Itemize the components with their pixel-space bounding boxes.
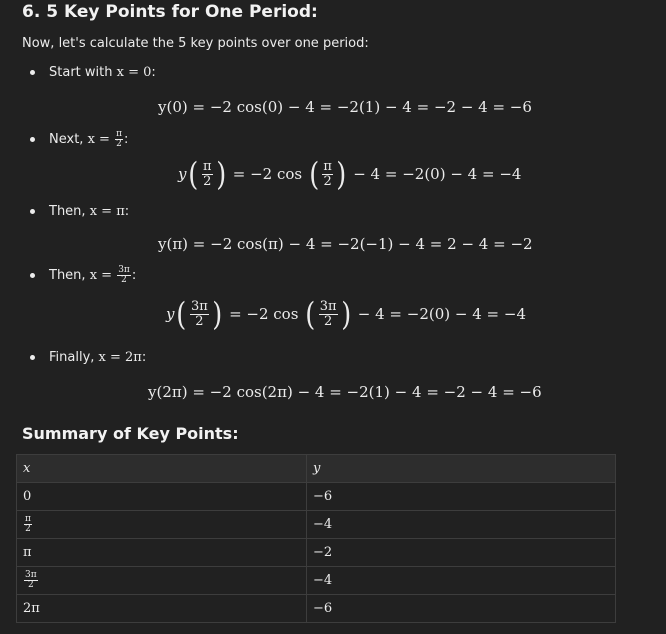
bullet-dot — [30, 355, 35, 360]
equation-1: y(0) = −2 cos(0) − 4 = −2(1) − 4 = −2 − 4 = −6 — [158, 98, 532, 116]
fraction-denominator: 2 — [25, 524, 31, 534]
equation-2 — [178, 155, 522, 193]
bullet-math: x = 2π — [98, 350, 142, 365]
equation-4 — [166, 295, 526, 333]
table-row — [17, 595, 616, 623]
key-points-table — [16, 454, 616, 623]
cell-y: −6 — [307, 595, 616, 623]
summary-title: Summary of Key Points: — [22, 424, 239, 443]
table-row — [17, 567, 616, 595]
section-heading: 6. 5 Key Points for One Period: — [22, 2, 318, 22]
cell-y: −6 — [307, 483, 616, 511]
paren-close: ) — [212, 295, 223, 333]
bullet-math: x = — [87, 132, 110, 148]
fraction-numerator: π — [202, 158, 212, 174]
paren-close: ) — [336, 155, 347, 193]
table-row — [17, 483, 616, 511]
paren-open: ( — [305, 295, 316, 333]
bullet-math: x = π — [89, 204, 125, 219]
eq-mid: = −2 cos — [229, 305, 299, 323]
paren-open: ( — [176, 295, 187, 333]
table-row — [17, 511, 616, 539]
bullet-then-3pi-2 — [30, 266, 136, 286]
fraction-numerator: 3π — [190, 298, 208, 314]
column-header-x: x — [17, 455, 307, 483]
bullet-colon: : — [131, 268, 137, 284]
fraction-numerator: π — [323, 158, 332, 174]
bullet-dot — [30, 70, 35, 75]
fraction-denominator: 2 — [27, 580, 34, 590]
bullet-fraction — [117, 266, 131, 286]
table-row — [17, 539, 616, 567]
bullet-colon: : — [123, 132, 129, 148]
paren-close: ) — [340, 295, 351, 333]
equation-5: y(2π) = −2 cos(2π) − 4 = −2(1) − 4 = −2 − 4 = −6 — [148, 383, 542, 401]
paren-open: ( — [188, 155, 199, 193]
cell-x — [17, 567, 307, 595]
fraction-denominator: 2 — [195, 313, 204, 329]
bullet-label: Then, — [49, 268, 86, 284]
fraction-denominator: 2 — [116, 139, 122, 150]
paren-close: ) — [215, 155, 226, 193]
equation-3: y(π) = −2 cos(π) − 4 = −2(−1) − 4 = 2 − 4 = −2 — [158, 235, 533, 253]
fraction-numerator: π — [116, 129, 122, 139]
bullet-label: Next, — [49, 132, 84, 148]
cell-fraction — [24, 515, 32, 535]
fraction-numerator: 3π — [319, 298, 337, 314]
paren-open: ( — [309, 155, 320, 193]
bullet-colon: : — [124, 204, 130, 219]
fraction-denominator: 2 — [323, 313, 333, 329]
bullet-math: x = — [89, 268, 113, 284]
bullet-label: Then, — [49, 204, 86, 219]
bullet-colon: : — [141, 350, 147, 365]
eq-fraction — [319, 300, 338, 328]
cell-y: −4 — [307, 567, 616, 595]
bullet-label: Finally, — [49, 350, 95, 365]
bullet-label: Start with — [49, 65, 113, 80]
bullet-fraction — [115, 130, 123, 150]
eq-lhs: y — [166, 305, 175, 323]
column-header-y: y — [307, 455, 616, 483]
fraction-numerator: 3π — [25, 569, 37, 580]
bullet-then-pi — [30, 204, 129, 219]
cell-x: 0 — [17, 483, 307, 511]
bullet-dot — [30, 273, 35, 278]
bullet-dot — [30, 209, 35, 214]
eq-fraction — [190, 300, 209, 328]
cell-fraction — [24, 571, 38, 591]
cell-y: −4 — [307, 511, 616, 539]
fraction-denominator: 2 — [323, 173, 332, 189]
eq-rhs: − 4 = −2(0) − 4 = −4 — [357, 305, 526, 323]
eq-fraction — [202, 160, 213, 188]
fraction-numerator: 3π — [118, 265, 130, 275]
cell-y: −2 — [307, 539, 616, 567]
eq-mid: = −2 cos — [232, 165, 303, 183]
eq-fraction — [322, 160, 333, 188]
cell-x: 2π — [17, 595, 307, 623]
bullet-start — [30, 65, 156, 80]
eq-rhs: − 4 = −2(0) − 4 = −4 — [353, 165, 522, 183]
table-header-row — [17, 455, 616, 483]
bullet-finally — [30, 350, 146, 365]
fraction-numerator: π — [25, 513, 31, 524]
eq-lhs: y — [178, 165, 187, 183]
cell-x: π — [17, 539, 307, 567]
bullet-dot — [30, 137, 35, 142]
cell-x — [17, 511, 307, 539]
bullet-math: x = 0 — [116, 65, 152, 80]
intro-text: Now, let's calculate the 5 key points over one period: — [22, 36, 369, 51]
bullet-next — [30, 130, 128, 150]
fraction-denominator: 2 — [121, 275, 127, 286]
fraction-denominator: 2 — [203, 173, 212, 189]
bullet-colon: : — [151, 65, 156, 80]
